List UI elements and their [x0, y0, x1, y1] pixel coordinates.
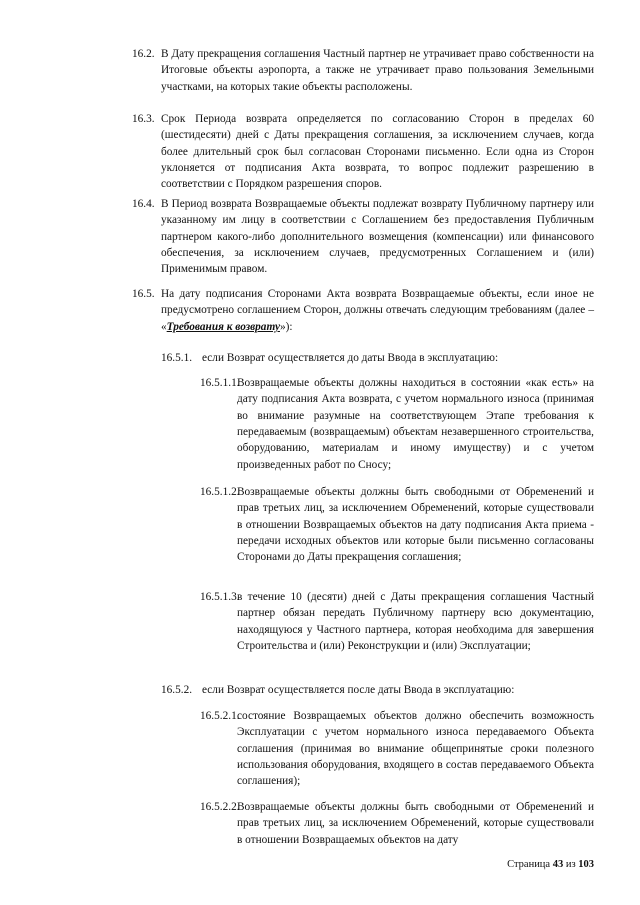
- clause-number: 16.5.2.: [161, 684, 193, 696]
- current-page-number: 43: [552, 859, 564, 870]
- clause-text: В Дату прекращения соглашения Частный партнер не утрачивает право собственности на Итоговые объекты аэропорта, а также не утрачивает право пользования Земельными участками, на которых такие объекты расположены.: [161, 48, 594, 93]
- clause-16-3: [132, 111, 594, 193]
- clause-number: 16.5.1.3.: [200, 591, 240, 603]
- clause-text: Возвращаемые объекты должны быть свободными от Обременений и прав третьих лиц, за исключением Обременений, которые существовали в отношении Возвращаемых объектов на дату: [237, 801, 594, 846]
- page-number-footer: [507, 857, 594, 873]
- clause-16-2: [132, 46, 594, 95]
- clause-16-5-1: [161, 350, 594, 366]
- clause-16-5-1-2: [200, 484, 594, 566]
- defined-term-requirements: Требования к возврату: [166, 320, 280, 333]
- clause-number: 16.4.: [132, 198, 155, 210]
- page-separator: из: [565, 859, 576, 870]
- clause-text-after: »):: [279, 320, 293, 333]
- clause-text: [161, 286, 594, 335]
- total-pages-number: 103: [578, 859, 594, 870]
- clause-number: 16.5.1.1.: [200, 377, 240, 389]
- clause-16-5-1-3: [200, 589, 594, 654]
- clause-number: 16.3.: [132, 113, 155, 125]
- clause-text: в течение 10 (десяти) дней с Даты прекращения соглашения Частный партнер обязан передать Публичному партнеру всю документацию, находящуюся у Частного партнера, которая необходима для завершения Строительства и (или) Реконструкции и (или) Эксплуатации;: [237, 591, 594, 653]
- clause-number: 16.2.: [132, 48, 155, 60]
- clause-text: Возвращаемые объекты должны быть свободными от Обременений и прав третьих лиц, за исключением Обременений, которые существовали в отношении Возвращаемых объектов на дату подписания Акта приема - передачи исходных объектов или которые были письменно согласованы Сторонами до Даты прекращения соглашения;: [237, 486, 594, 564]
- clause-text: если Возврат осуществляется после даты Ввода в эксплуатацию:: [202, 684, 515, 696]
- clause-16-4: [132, 196, 594, 278]
- clause-number: 16.5.2.2.: [200, 801, 240, 813]
- clause-16-5-2-2: [200, 799, 594, 848]
- clause-text: состояние Возвращаемых объектов должно обеспечить возможность Эксплуатации с учетом нормального износа передаваемого Объекта соглашения (принимая во внимание общепринятые сроки полезного использования оборудования, входящего в состав передаваемого Объекта соглашения);: [237, 710, 594, 788]
- clause-16-5-2-1: [200, 708, 594, 790]
- clause-text: если Возврат осуществляется до даты Ввода в эксплуатацию:: [202, 352, 499, 364]
- clause-16-5-2: [161, 682, 594, 698]
- clause-16-5-1-1: [200, 375, 594, 473]
- clause-number: 16.5.2.1.: [200, 710, 240, 722]
- clause-number: 16.5.: [132, 288, 155, 300]
- clause-text: В Период возврата Возвращаемые объекты подлежат возврату Публичному партнеру или указанному им лицу в соответствии с Соглашением без предоставления Публичным партнером какого-либо дополнительного возмещения (компенсации) или финансового обеспечения, за исключением случаев, предусмотренных Соглашением и (или) Применимым правом.: [161, 198, 594, 276]
- clause-number: 16.5.1.: [161, 352, 193, 364]
- clause-text: Возвращаемые объекты должны находиться в состоянии «как есть» на дату подписания Акта возврата, с учетом нормального износа (принимая во внимание разумные на соответствующем Этапе требования к передаваемым (возвращаемым) объектам незавершенного строительства, оборудованию, материалам и иному имуществу) и с учетом произведенных работ по Сносу;: [237, 377, 594, 471]
- clause-text: Срок Периода возврата определяется по согласованию Сторон в пределах 60 (шестидесяти) дней с Даты прекращения соглашения, за исключением случаев, когда более длительный срок был согласован Сторонами письменно. Если одна из Сторон уклоняется от подписания Акта возврата, то вопрос подлежит разрешению в соответствии с Порядком разрешения споров.: [161, 113, 594, 191]
- clause-number: 16.5.1.2.: [200, 486, 240, 498]
- clause-text-before: На дату подписания Сторонами Акта возврата Возвращаемые объекты, если иное не предусмотрено соглашением Сторон, должны отвечать следующим требованиям (далее – «: [161, 288, 594, 333]
- clause-16-5: [132, 286, 594, 335]
- page-label: Страница: [507, 859, 551, 870]
